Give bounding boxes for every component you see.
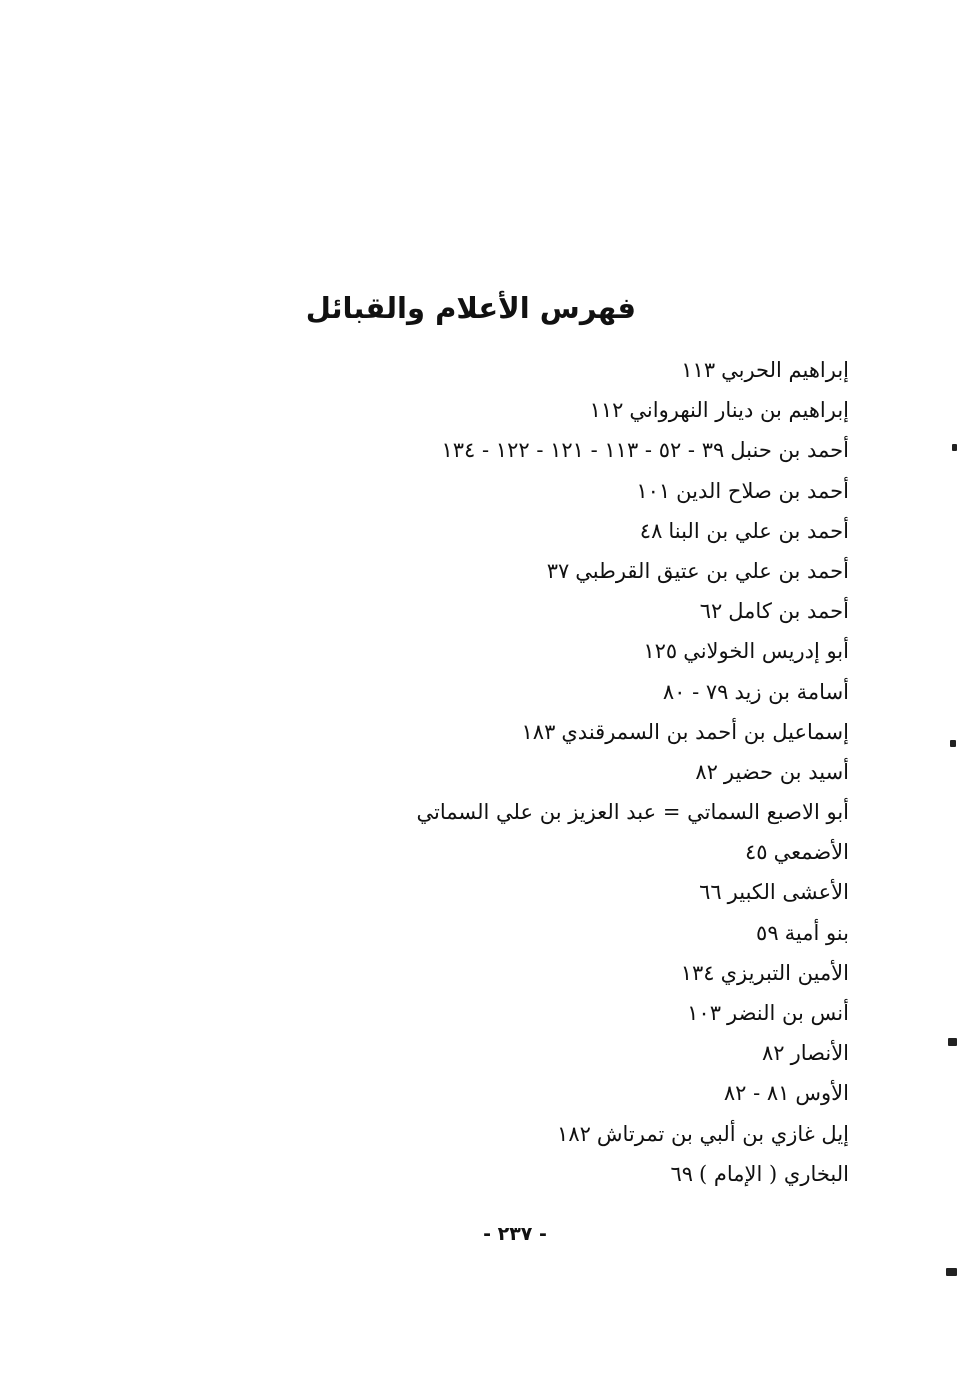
index-entry: [389, 591, 849, 631]
index-entry: [389, 1073, 849, 1113]
index-entry-list: [389, 350, 849, 1194]
index-entry: [389, 471, 849, 511]
index-entry: [389, 631, 849, 671]
entry-page-refs: ٦٩: [670, 1161, 694, 1186]
entry-page-refs: ١٢٥: [643, 639, 678, 664]
entry-name: أحمد بن صلاح الدين: [676, 478, 849, 503]
entry-name: إسماعيل بن أحمد بن السمرقندي: [561, 719, 849, 744]
entry-name: إيل غازي بن ألبي بن تمرتاش: [596, 1121, 849, 1146]
index-title: فهرس الأعلام والقبائل: [305, 291, 636, 325]
entry-page-refs: ٨٢: [762, 1041, 785, 1066]
entry-page-refs: ١١٢: [589, 398, 624, 423]
index-entry: [389, 430, 849, 470]
index-entry: [389, 1033, 849, 1073]
scan-edge-mark: [952, 444, 957, 451]
entry-page-refs: ٣٩ - ٥٢ - ١١٣ - ١٢١ - ١٢٢ - ١٣٤: [441, 438, 725, 463]
entry-page-refs: ٧٩ - ٨٠: [662, 679, 729, 704]
index-entry: [389, 792, 849, 832]
entry-name: أسيد بن حضير: [723, 759, 849, 784]
scan-edge-mark: [950, 740, 956, 747]
index-entry: [389, 1114, 849, 1154]
index-entry: [389, 1154, 849, 1194]
entry-name: الأعشى الكبير: [727, 880, 849, 905]
entry-page-refs: ١٣٤: [680, 960, 715, 985]
entry-page-refs: ١١٣: [681, 358, 716, 382]
index-entry: [389, 913, 849, 953]
entry-name: البخاري ( الإمام ): [699, 1161, 849, 1186]
index-entry: [389, 712, 849, 752]
scan-edge-mark: [948, 1038, 957, 1046]
entry-page-refs: ٨١ - ٨٢: [723, 1081, 790, 1106]
index-entry: [389, 350, 849, 390]
entry-name: أحمد بن حنبل: [730, 438, 849, 463]
entry-name: الأمين التبريزي: [720, 960, 849, 985]
entry-name: أبو الاصبع السماتي = عبد العزيز بن علي السماتي: [416, 800, 849, 825]
index-entry: [389, 993, 849, 1033]
entry-page-refs: ١٨٢: [557, 1121, 591, 1146]
entry-name: إبراهيم بن دينار النهرواني: [629, 398, 849, 423]
entry-name: أبو إدريس الخولاني: [683, 639, 849, 664]
entry-name: أحمد بن علي بن عتيق القرطبي: [575, 558, 849, 583]
index-entry: [389, 551, 849, 591]
entry-name: أنس بن النضر: [726, 1001, 849, 1025]
index-entry: [389, 872, 849, 912]
index-entry: [389, 953, 849, 993]
entry-page-refs: ٥٩: [756, 920, 779, 945]
index-entry: [389, 672, 849, 712]
entry-name: الأنصار: [790, 1041, 849, 1066]
entry-page-refs: ٨٢: [695, 759, 718, 784]
entry-name: أحمد بن كامل: [728, 599, 849, 624]
entry-page-refs: ١٠٣: [687, 1001, 721, 1025]
entry-name: بنو أمية: [784, 920, 849, 945]
entry-page-refs: ٦٢: [699, 599, 723, 624]
entry-page-refs: ٤٥: [745, 840, 768, 865]
entry-name: أسامة بن زيد: [734, 679, 849, 704]
entry-page-refs: ١٠١: [636, 478, 671, 503]
entry-page-refs: ٤٨: [639, 518, 663, 543]
page-number: - ٢٣٧ -: [483, 1223, 547, 1245]
index-entry: [389, 511, 849, 551]
index-entry: [389, 752, 849, 792]
entry-name: إبراهيم الحربي: [721, 358, 849, 382]
entry-name: الأوس: [795, 1081, 849, 1106]
entry-name: أحمد بن علي بن البنا: [668, 518, 849, 543]
index-entry: [389, 832, 849, 872]
entry-page-refs: ٦٦: [699, 880, 722, 905]
index-entry: [389, 390, 849, 430]
entry-page-refs: ١٨٣: [521, 719, 556, 744]
entry-page-refs: ٣٧: [546, 558, 570, 583]
scan-edge-mark: [946, 1268, 957, 1276]
entry-name: الأضمعي: [773, 840, 849, 865]
